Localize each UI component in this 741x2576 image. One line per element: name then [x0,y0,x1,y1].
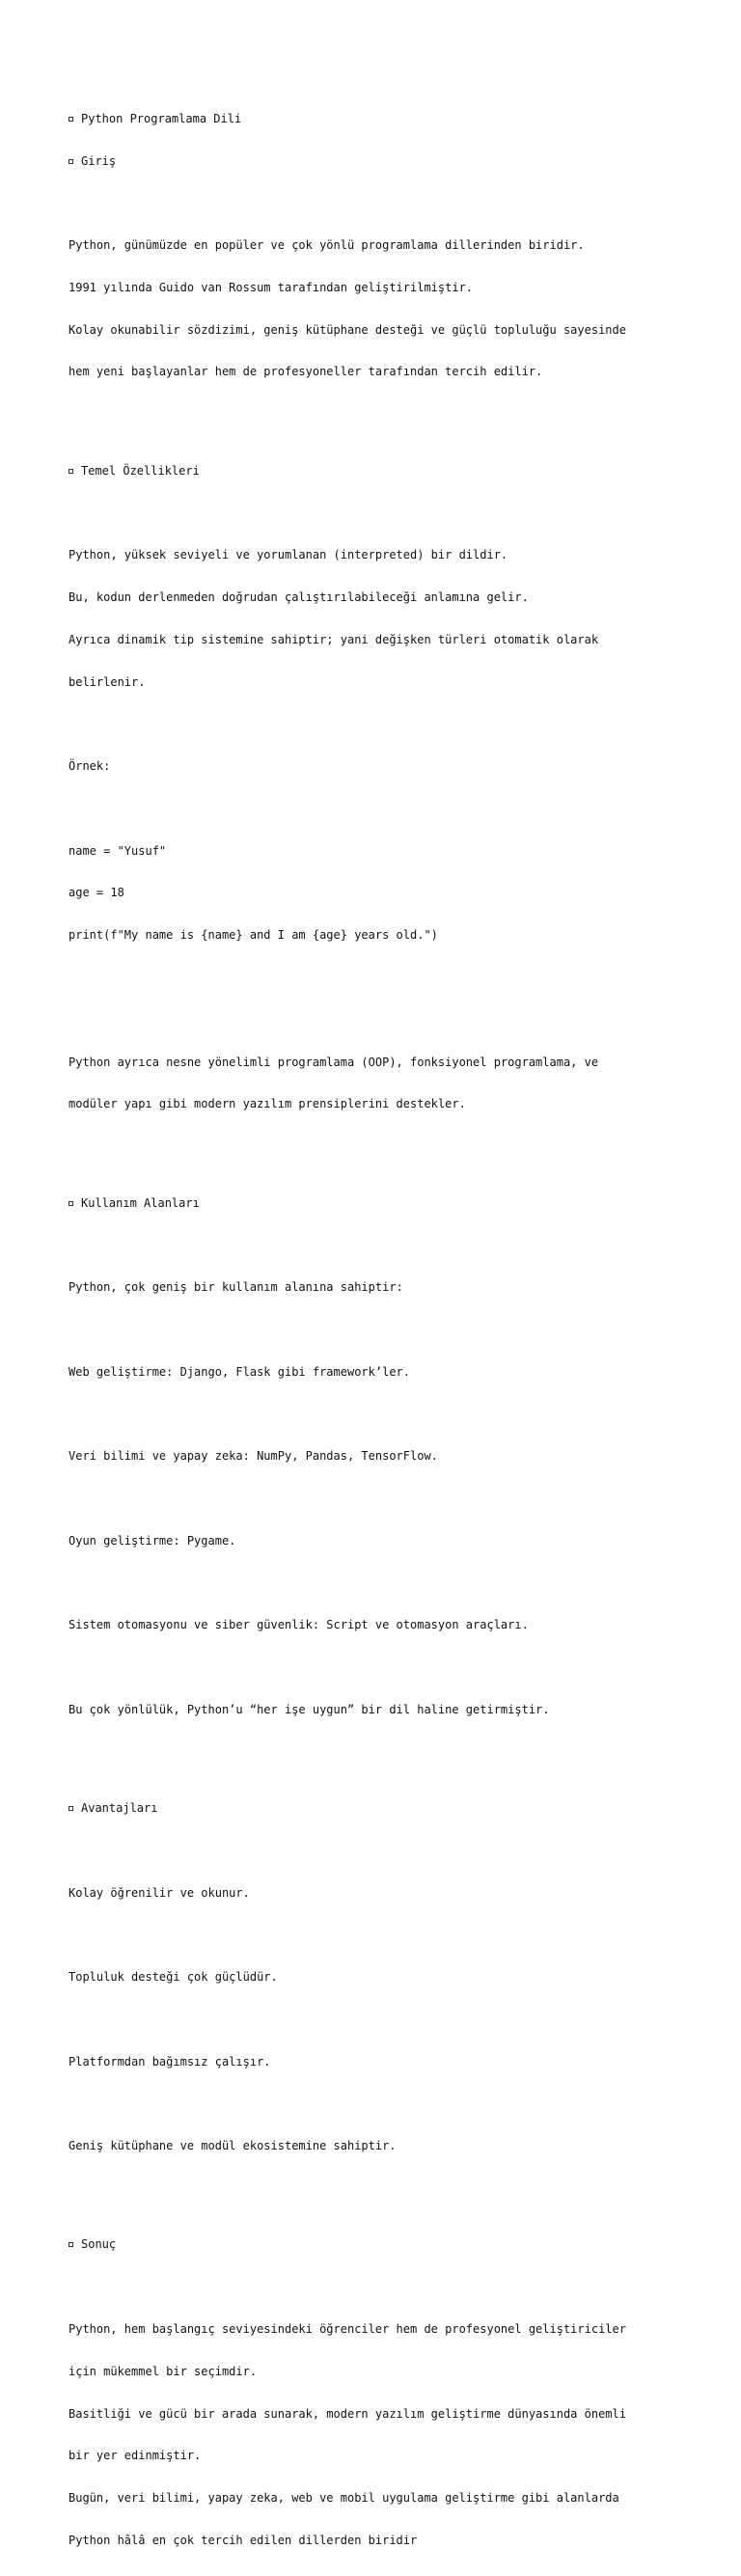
section-heading-avantajlar: Avantajları [69,1801,686,1816]
paragraph-line: Kolay okunabilir sözdizimi, geniş kütüphane desteği ve güçlü topluluğu sayesinde [69,322,626,337]
paragraph-line: Python ayrıca nesne yönelimli programlama (OOP), fonksiyonel programlama, ve [69,1055,599,1069]
paragraph-line: 1991 yılında Guido van Rossum tarafından geliştirilmiştir. [69,280,474,294]
paragraph-line: Basitliği ve gücü bir arada sunarak, modern yazılım geliştirme dünyasında önemli [69,2406,626,2421]
list-item: Topluluk desteği çok güçlüdür. [69,1970,278,1985]
paragraph-line: Bugün, veri bilimi, yapay zeka, web ve mobil uygulama geliştirme gibi alanlarda [69,2491,619,2506]
section-heading-kullanim: Kullanım Alanları [69,1196,686,1211]
square-bullet-icon [69,1201,73,1206]
list-item: Sistem otomasyonu ve siber güvenlik: Script ve otomasyon araçları. [69,1618,529,1632]
list-item: Web geliştirme: Django, Flask gibi framework’ler. [69,1364,411,1379]
square-bullet-icon [69,117,73,122]
example-label: Örnek: [69,759,111,774]
square-bullet-icon [69,469,73,474]
paragraph-line: Ayrıca dinamik tip sistemine sahiptir; yani değişken türleri otomatik olarak [69,632,599,646]
section-heading-sonuc: Sonuç [69,2237,686,2252]
section-heading-giris: Giriş [69,154,686,169]
document-title: Python Programlama Dili [69,112,686,126]
list-item: Geniş kütüphane ve modül ekosistemine sahiptir. [69,2139,397,2153]
code-line: print(f"My name is {name} and I am {age} years old.") [69,928,438,943]
list-item: Oyun geliştirme: Pygame. [69,1533,236,1548]
paragraph-line: modüler yapı gibi modern yazılım prensiplerini destekler. [69,1097,466,1111]
paragraph-line: Python, çok geniş bir kullanım alanına sahiptir: [69,1280,403,1295]
code-line: age = 18 [69,886,124,900]
paragraph-line: Python hâlâ en çok tercih edilen dillerden biridir [69,2533,418,2547]
paragraph-line: için mükemmel bir seçimdir. [69,2364,258,2378]
document-page [69,69,686,2576]
paragraph-line: Python, hem başlangıç seviyesindeki öğrenciler hem de profesyonel geliştiriciler [69,2322,626,2336]
paragraph-line: Python, günümüzde en popüler ve çok yönlü programlama dillerinden biridir. [69,238,585,253]
paragraph-line: belirlenir. [69,674,146,689]
paragraph-line: hem yeni başlayanlar hem de profesyoneller tarafından tercih edilir. [69,365,543,379]
code-line: name = "Yusuf" [69,843,167,858]
square-bullet-icon [69,2242,73,2247]
square-bullet-icon [69,1806,73,1811]
paragraph-line: Bu, kodun derlenmeden doğrudan çalıştırılabileceği anlamına gelir. [69,589,529,604]
square-bullet-icon [69,159,73,164]
list-item: Kolay öğrenilir ve okunur. [69,1885,250,1900]
list-item: Veri bilimi ve yapay zeka: NumPy, Pandas, TensorFlow. [69,1449,438,1464]
section-heading-temel: Temel Özellikleri [69,464,686,479]
paragraph-line: bir yer edinmiştir. [69,2449,202,2463]
paragraph-line: Bu çok yönlülük, Python’u “her işe uygun” bir dil haline getirmiştir. [69,1702,550,1716]
paragraph-line: Python, yüksek seviyeli ve yorumlanan (interpreted) bir dildir. [69,548,508,562]
list-item: Platformdan bağımsız çalışır. [69,2054,271,2069]
